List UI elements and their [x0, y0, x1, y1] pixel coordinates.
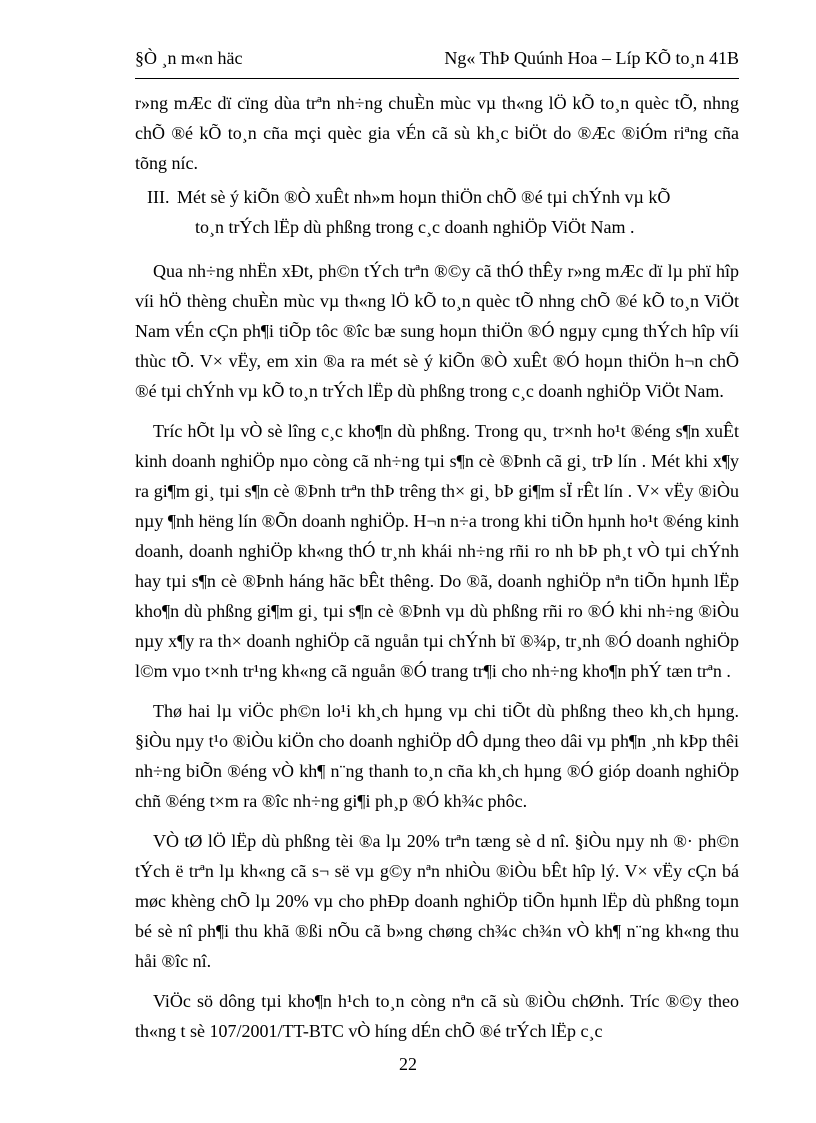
page-header: [135, 48, 739, 74]
paragraph: ViÖc sö dông tµi kho¶n h¹ch to¸n còng nªn cã sù ®iÒu chØnh. Tríc ®©y theo th«ng t sè 107/2001/TT-BTC vÒ híng dÉn chÕ ®é trÝch lËp c¸c: [135, 991, 739, 1041]
paragraph: Qua nh÷ng nhËn xÐt, ph©n tÝch trªn ®©y cã thÓ thÊy r»ng mÆc dï lµ phï hîp víi hÖ thèng chuÈn mùc vµ th«ng lÖ kÕ to¸n quèc tÕ nhng chÕ ®é kÕ to¸n ViÖt Nam vÉn cÇn ph¶i tiÕp tôc ®îc bæ sung hoµn thiÖn ®Ó ngµy cµng thÝch hîp víi thùc tÕ. V× vËy, em xin ®a ra mét sè ý kiÕn ®Ò xuÊt ®Ó hoµn thiÖn h¬n chÕ ®é tµi chÝnh vµ kÕ to¸n trÝch lËp dù phßng trong c¸c doanh nghiÖp ViÖt Nam.: [135, 261, 739, 401]
paragraph: r»ng mÆc dï cïng dùa trªn nh÷ng chuÈn mùc vµ th«ng lÖ kÕ to¸n quèc tÕ, nhng chÕ ®é kÕ to¸n cña mçi quèc gia vÉn cã sù kh¸c biÖt do ®Æc ®iÓm riªng cña tõng níc.: [135, 93, 739, 173]
heading-line: [135, 182, 739, 212]
document-body: [135, 88, 739, 1056]
paragraph: Tríc hÕt lµ vÒ sè lîng c¸c kho¶n dù phßng. Trong qu¸ tr×nh ho¹t ®éng s¶n xuÊt kinh doanh nghiÖp nµo còng cã nh÷ng tµi s¶n cè ®Þnh cã gi¸ trÞ lín . Mét khi x¶y ra gi¶m gi¸ tµi s¶n cè ®Þnh trªn thÞ trêng th× gi¸ bÞ gi¶m sÏ rÊt lín . V× vËy ®iÒu nµy ¶nh hëng lín ®Õn doanh nghiÖp. H¬n n÷a trong khi tiÕn hµnh ho¹t ®éng kinh doanh, doanh nghiÖp kh«ng thÓ tr¸nh khái nh÷ng rñi ro nh bÞ ph¸t vÒ tµi chÝnh hay tµi s¶n cè ®Þnh háng hãc bÊt thêng. Do ®ã, doanh nghiÖp nªn tiÕn hµnh lËp kho¶n dù phßng gi¶m gi¸ tµi s¶n cè ®Þnh vµ dù phßng rñi ro ®Ó khi nh÷ng ®iÒu nµy x¶y ra th× doanh nghiÖp cã nguån tµi chÝnh bï ®¾p, tr¸nh ®Ó doanh nghiÖp l©m vµo t×nh tr¹ng kh«ng cã nguån ®Ó trang tr¶i cho nh÷ng kho¶n phÝ tæn trªn .: [135, 421, 739, 681]
header-author: Ng« ThÞ Quúnh Hoa – Líp KÕ to¸n 41B: [444, 48, 739, 68]
header-rule: [135, 78, 739, 79]
page-number: 22: [399, 1054, 417, 1074]
section-heading: [135, 182, 739, 242]
heading-number: III.: [147, 187, 170, 207]
paragraph: VÒ tØ lÖ lËp dù phßng tèi ®a lµ 20% trªn tæng sè d nî. §iÒu nµy nh ®· ph©n tÝch ë trªn lµ kh«ng cã s¬ së vµ g©y nªn nhiÒu ®iÒu bÊt hîp lý. V× vËy cÇn bá møc khèng chÕ lµ 20% vµ cho phÐp doanh nghiÖp tiÕn hµnh lËp dù phßng toµn bé sè nî ph¶i thu khã ®ßi nÕu cã b»ng chøng ch¾c ch¾n vÒ kh¶ n¨ng kh«ng thu håi ®îc nî.: [135, 831, 739, 971]
paragraph: Thø hai lµ viÖc ph©n lo¹i kh¸ch hµng vµ chi tiÕt dù phßng theo kh¸ch hµng. §iÒu nµy t¹o ®iÒu kiÖn cho doanh nghiÖp dÔ dµng theo dâi vµ ph¶n ¸nh kÞp thêi nh÷ng biÕn ®éng vÒ kh¶ n¨ng thanh to¸n cña kh¸ch hµng ®Ó gióp doanh nghiÖp chñ ®éng t×m ra ®îc nh÷ng gi¶i ph¸p ®Ó kh¾c phôc.: [135, 701, 739, 811]
heading-text: Mét sè ý kiÕn ®Ò xuÊt nh»m hoµn thiÖn chÕ ®é tµi chÝnh vµ kÕ: [177, 187, 671, 207]
header-subject: §Ò ¸n m«n häc: [135, 48, 243, 68]
heading-line-continuation: to¸n trÝch lËp dù phßng trong c¸c doanh nghiÖp ViÖt Nam .: [195, 217, 635, 237]
